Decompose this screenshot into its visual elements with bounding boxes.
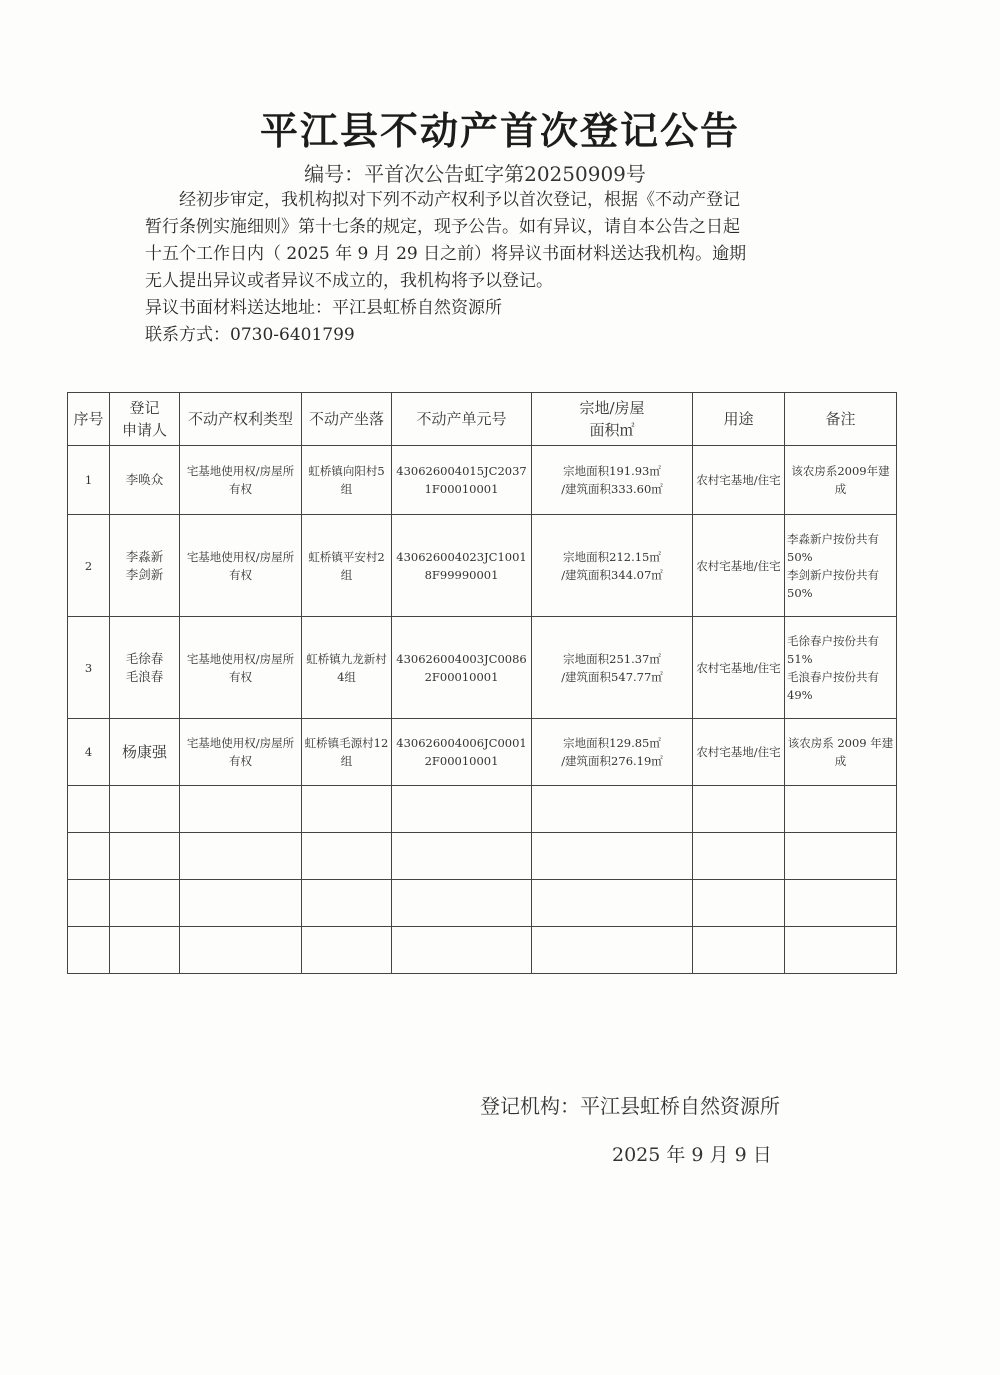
cell-area <box>532 515 693 617</box>
area-building: /建筑面积547.77㎡ <box>561 669 663 684</box>
table-row <box>68 515 897 617</box>
cell-remark <box>785 719 897 786</box>
header-location: 不动产坐落 <box>302 393 392 446</box>
applicant-name: 毛徐春 <box>125 650 164 666</box>
page-title: 平江县不动产首次登记公告 <box>259 109 740 153</box>
table-row-empty <box>68 786 897 833</box>
intro-line: 暂行条例实施细则》第十七条的规定，现予公告。如有异议，请自本公告之日起 <box>145 217 740 237</box>
cell-location: 虹桥镇毛源村12组 <box>302 719 392 786</box>
intro-line: 十五个工作日内（ 2025 年 9 月 29 日之前）将异议书面材料送达我机构。逾期 <box>145 244 747 264</box>
objection-address: 异议书面材料送达地址：平江县虹桥自然资源所 <box>145 298 502 318</box>
announcement-body <box>145 187 835 349</box>
intro-line: 无人提出异议或者异议不成立的，我机构将予以登记。 <box>145 271 553 291</box>
remark-line: 李剑新户按份共有50% <box>787 567 879 600</box>
cell-usage: 农村宅基地/住宅 <box>693 719 785 786</box>
cell-remark <box>785 515 897 617</box>
contact-info: 联系方式：0730-6401799 <box>145 325 355 345</box>
remark-line: 毛徐春户按份共有51% <box>787 633 879 666</box>
header-unit-no: 不动产单元号 <box>392 393 532 446</box>
header-remark: 备注 <box>785 393 897 446</box>
table-row <box>68 617 897 719</box>
area-building: /建筑面积276.19㎡ <box>561 754 663 768</box>
cell-area <box>532 617 693 719</box>
cell-unit-no: 430626004023JC10018F99990001 <box>392 515 532 617</box>
table-header-row <box>68 393 897 446</box>
applicant-name: 李淼新 <box>125 548 164 564</box>
area-land: 宗地面积212.15㎡ <box>563 549 661 564</box>
cell-applicants <box>110 719 180 786</box>
cell-usage: 农村宅基地/住宅 <box>693 617 785 719</box>
header-usage: 用途 <box>693 393 785 446</box>
cell-location: 虹桥镇九龙新村4组 <box>302 617 392 719</box>
table-row <box>68 719 897 786</box>
applicant-name: 毛浪春 <box>125 668 164 684</box>
area-land: 宗地面积251.37㎡ <box>563 651 661 666</box>
remark-line: 该农房系2009年建成 <box>791 464 890 496</box>
cell-seq: 2 <box>68 515 110 617</box>
cell-location: 虹桥镇平安村2组 <box>302 515 392 617</box>
cell-seq: 3 <box>68 617 110 719</box>
cell-applicants <box>110 446 180 515</box>
intro-line: 经初步审定，我机构拟对下列不动产权利予以首次登记，根据《不动产登记 <box>179 190 740 210</box>
header-area-line2: 面积㎡ <box>589 421 635 439</box>
table-row-empty <box>68 927 897 974</box>
table-row <box>68 446 897 515</box>
registration-authority: 登记机构：平江县虹桥自然资源所 <box>480 1094 780 1118</box>
cell-right-type: 宅基地使用权/房屋所有权 <box>180 515 302 617</box>
header-applicant-line2: 申请人 <box>121 421 167 439</box>
cell-right-type: 宅基地使用权/房屋所有权 <box>180 446 302 515</box>
cell-unit-no: 430626004006JC00012F00010001 <box>392 719 532 786</box>
cell-seq: 4 <box>68 719 110 786</box>
applicant-name: 杨康强 <box>121 743 167 761</box>
area-land: 宗地面积191.93㎡ <box>563 464 661 478</box>
remark-line: 李淼新户按份共有50% <box>787 531 879 564</box>
cell-unit-no: 430626004003JC00862F00010001 <box>392 617 532 719</box>
announcement-date: 2025 年 9 月 9 日 <box>612 1144 772 1166</box>
document-number: 编号：平首次公告虹字第20250909号 <box>304 162 646 186</box>
applicant-name: 李剑新 <box>125 566 164 582</box>
header-right-type: 不动产权利类型 <box>180 393 302 446</box>
cell-usage: 农村宅基地/住宅 <box>693 515 785 617</box>
applicant-name: 李唤众 <box>125 472 164 487</box>
cell-unit-no: 430626004015JC20371F00010001 <box>392 446 532 515</box>
cell-right-type: 宅基地使用权/房屋所有权 <box>180 719 302 786</box>
cell-area <box>532 446 693 515</box>
header-applicant-line1: 登记 <box>129 399 160 417</box>
table-row-empty <box>68 880 897 927</box>
cell-remark <box>785 446 897 515</box>
area-building: /建筑面积344.07㎡ <box>561 567 663 582</box>
cell-usage: 农村宅基地/住宅 <box>693 446 785 515</box>
cell-applicants <box>110 617 180 719</box>
header-area <box>532 393 693 446</box>
registration-table <box>67 392 897 974</box>
cell-right-type: 宅基地使用权/房屋所有权 <box>180 617 302 719</box>
header-area-line1: 宗地/房屋 <box>579 399 645 417</box>
area-land: 宗地面积129.85㎡ <box>563 736 661 750</box>
cell-remark <box>785 617 897 719</box>
header-seq: 序号 <box>68 393 110 446</box>
cell-seq: 1 <box>68 446 110 515</box>
header-applicant <box>110 393 180 446</box>
remark-line: 该农房系 2009 年建成 <box>787 736 894 768</box>
remark-line: 毛浪春户按份共有49% <box>787 669 879 702</box>
cell-location: 虹桥镇向阳村5组 <box>302 446 392 515</box>
table-row-empty <box>68 833 897 880</box>
cell-applicants <box>110 515 180 617</box>
area-building: /建筑面积333.60㎡ <box>561 482 663 496</box>
cell-area <box>532 719 693 786</box>
